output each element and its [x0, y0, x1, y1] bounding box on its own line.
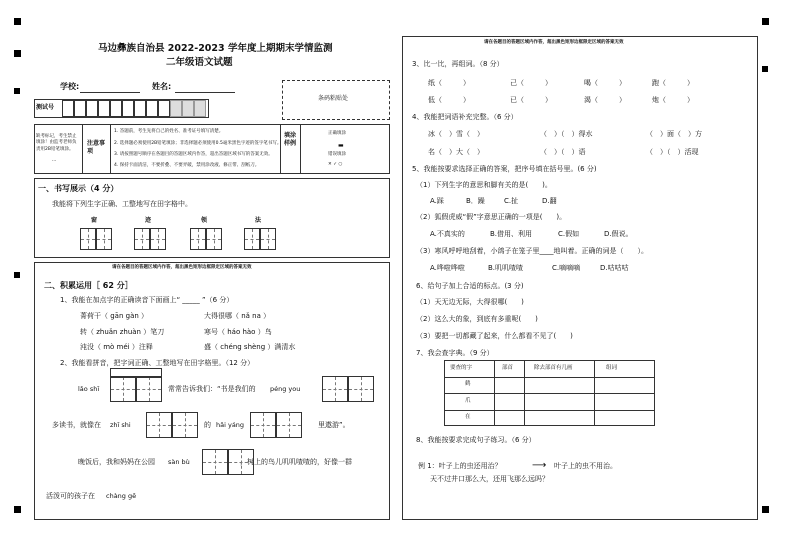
- table-cell: 在: [465, 414, 471, 420]
- tianzige-cell[interactable]: [134, 228, 150, 250]
- option: C.扯: [504, 197, 519, 205]
- idiom-blank: （ ）（ ）活现: [646, 148, 699, 156]
- pinyin-choice: 转（ zhuǎn zhuàn ）笔刀: [80, 328, 165, 336]
- table-cell: 鹤: [465, 381, 471, 387]
- pinyin-choice: 寒号（ háo hào ）鸟: [204, 328, 272, 336]
- question-6: 6、给句子加上合适的标点。(3 分): [416, 282, 524, 290]
- exam-number-cell[interactable]: [134, 100, 146, 117]
- punctuation-item: （3）要把一切都藏了起来，什么都看不见了( ): [416, 332, 573, 340]
- pinyin-choice: 大得很哪（ nǎ na ）: [204, 312, 271, 320]
- option: D.假说。: [604, 230, 633, 238]
- option: B．躁: [466, 197, 485, 205]
- pinyin-prompt: lǎo shī: [78, 385, 100, 393]
- passage-text: 多读书，就像在: [52, 421, 101, 429]
- table-header: 组词: [606, 365, 618, 371]
- pinyin-prompt: sàn bù: [168, 458, 190, 466]
- question-7: 7、我会查字典。（9 分）: [416, 349, 494, 357]
- option: A.踩: [430, 197, 444, 205]
- wrong-fill-label: 错误填涂: [328, 152, 346, 157]
- punctuation-item: （2）这么大的象，到底有多重呢( ): [416, 315, 538, 323]
- example-answer: 叶子上的虫不用治。: [554, 462, 617, 470]
- pinyin-choice: 菁荷干（ gān gàn ）: [80, 312, 149, 320]
- question-5-2: （2）狐假虎威“假”字意思正确的一项是( )。: [416, 213, 567, 221]
- compare-word: 喝（ ）: [584, 79, 626, 87]
- table-header: 除去部首有几画: [534, 365, 573, 371]
- compare-word: 炮（ ）: [652, 96, 694, 104]
- notice-item: 4. 保持卡面清洁，不要折叠、不要弄破，禁用涂改液、修正带、刮纸刀。: [114, 163, 260, 168]
- exam-title: 马边彝族自治县 2022-2023 学年度上期期末学情监测: [98, 43, 333, 54]
- correct-fill-label: 正确填涂: [328, 131, 346, 136]
- passage-text: 活泼可的孩子在: [46, 492, 95, 500]
- corner-marker: [14, 18, 21, 25]
- passage-text: 的: [204, 421, 211, 429]
- corner-marker: [14, 50, 21, 57]
- section-1-title: 一、书写展示（4 分）: [38, 184, 119, 193]
- corner-marker: [762, 18, 769, 25]
- pinyin-choice: 盛（ chéng shèng ）满清水: [204, 343, 296, 351]
- tianzige-cell[interactable]: [228, 449, 254, 475]
- fill-example-label: 填涂样例: [284, 132, 297, 147]
- tianzige-cell[interactable]: [276, 412, 302, 438]
- tianzige-cell[interactable]: [136, 376, 162, 402]
- passage-text: 里遨游”。: [318, 421, 350, 429]
- tianzige-cell[interactable]: [146, 412, 172, 438]
- tianzige-cell[interactable]: [202, 449, 228, 475]
- exam-number-cell[interactable]: [194, 100, 206, 117]
- pinyin-prompt: zhī shi: [110, 421, 131, 429]
- section-2-title: 二、积累运用［ 62 分］: [44, 281, 133, 290]
- tianzige-cell[interactable]: [260, 228, 276, 250]
- passage-text: ，树上的鸟儿叽叽喳喳的，好像一群: [240, 458, 352, 466]
- notice-item: 1. 答题前，考生先将自己的姓名、准考证号填写清楚。: [114, 129, 224, 134]
- table-cell: 爪: [465, 398, 471, 404]
- tianzige-cell[interactable]: [172, 412, 198, 438]
- model-char: 窗: [91, 217, 98, 224]
- compare-word: 已（ ）: [510, 96, 552, 104]
- corner-marker: [762, 66, 768, 72]
- tianzige-cell[interactable]: [244, 228, 260, 250]
- tianzige-cell[interactable]: [96, 228, 112, 250]
- model-char: 领: [201, 217, 208, 224]
- option: C.假如: [558, 230, 580, 238]
- arrow-icon: ⟶: [532, 460, 547, 471]
- name-label: 姓名:: [152, 82, 172, 91]
- passage-text: 晚饭后，我和妈妈在公园: [78, 458, 155, 466]
- wrong-fill-sample: ✕ ✓ ○: [328, 162, 343, 167]
- exam-number-cell[interactable]: [74, 100, 86, 117]
- exam-number-cell[interactable]: [110, 100, 122, 117]
- pinyin-prompt: hǎi yáng: [216, 421, 245, 429]
- compare-word: 跑（ ）: [652, 79, 694, 87]
- exam-number-cell[interactable]: [62, 100, 74, 117]
- tianzige-cell[interactable]: [110, 376, 136, 402]
- idiom-blank: 名（ ）大（ ）: [428, 148, 484, 156]
- option: D.咕咕咕: [600, 264, 629, 272]
- tianzige-cell[interactable]: [206, 228, 222, 250]
- idiom-blank: （ ）面（ ）方: [646, 130, 702, 138]
- corner-marker: [762, 506, 769, 513]
- compare-word: 纸（ ）: [428, 79, 470, 87]
- exam-number-cell[interactable]: [86, 100, 98, 117]
- right-answer-box: [402, 36, 758, 520]
- exam-number-cell[interactable]: [170, 100, 182, 117]
- corner-marker: [14, 88, 20, 94]
- exercise-sentence: 天不过井口那么大，还用飞那么远吗？: [430, 475, 549, 483]
- question-2: 2、我能看拼音，把字词正确、工整地写在田字格里。（12 分）: [60, 359, 255, 367]
- tianzige-cell[interactable]: [190, 228, 206, 250]
- option: A.不真实的: [430, 230, 465, 238]
- question-4: 4、我能把词语补充完整。（6 分）: [412, 113, 518, 121]
- question-3: 3、比一比，再组词。（8 分）: [412, 60, 504, 68]
- idiom-blank: （ ）（ ）得水: [540, 130, 593, 138]
- exam-number-cell[interactable]: [98, 100, 110, 117]
- table-header: 要查的字: [450, 365, 473, 371]
- barcode-label: 条码粘贴处: [318, 95, 349, 102]
- notice-label: 注意事项: [87, 140, 106, 155]
- tianzige-cell[interactable]: [348, 376, 374, 402]
- idiom-blank: 冰（ ）雪（ ）: [428, 130, 484, 138]
- example-sentence: 例 1：叶子上的虫还用治？: [418, 462, 502, 470]
- option: B.叽叽喳喳: [488, 264, 524, 272]
- question-8: 8、我能按要求完成句子练习。（6 分）: [416, 436, 536, 444]
- corner-marker: [14, 506, 21, 513]
- pinyin-prompt: chàng gē: [106, 492, 137, 500]
- pinyin-line: [110, 368, 162, 378]
- model-char: 迹: [145, 217, 152, 224]
- exam-number-label: 测试号: [36, 104, 55, 111]
- idiom-blank: （ ）（ ）语: [540, 148, 586, 156]
- model-char: 法: [255, 217, 262, 224]
- compare-word: 渴（ ）: [584, 96, 626, 104]
- table-header: 部首: [502, 365, 514, 371]
- school-label: 学校:: [60, 82, 80, 91]
- option: A.哗啦哗啦: [430, 264, 465, 272]
- tianzige-cell[interactable]: [150, 228, 166, 250]
- answer-area-warning: 请在各题目的答题区域内作答，超出黑色矩形边框限定区域的答案无效: [112, 265, 252, 270]
- option: B.借用、利用: [490, 230, 533, 238]
- punctuation-item: （1）天无边无际，大得很哪( ): [416, 298, 524, 306]
- school-line: [80, 92, 140, 93]
- pinyin-choice: 沌没（ mò méi ）注释: [80, 343, 153, 351]
- tianzige-cell[interactable]: [80, 228, 96, 250]
- compare-word: 己（ ）: [510, 79, 552, 87]
- question-5: 5、我能按要求选择正确的答案，把序号填在括号里。(6 分): [412, 165, 597, 173]
- notice-item: 2. 选择题必须使用2B铅笔填涂；非选择题必须使用0.5毫米黑色字迹的签字笔书写。: [114, 141, 282, 146]
- compare-word: 低（ ）: [428, 96, 470, 104]
- answer-area-warning: 请在各题目的答题区域内作答，超出黑色矩形边框限定区域的答案无效: [484, 40, 624, 45]
- tianzige-cell[interactable]: [322, 376, 348, 402]
- exam-number-cell[interactable]: [146, 100, 158, 117]
- correct-fill-sample: ▬: [338, 142, 344, 149]
- exam-subtitle: 二年级语文试题: [166, 57, 233, 68]
- pinyin-prompt: péng you: [270, 385, 301, 393]
- section-1-instruction: 我能将下列生字正确、工整地写在田字格中。: [52, 200, 192, 208]
- option: C.嘀嘀嘀: [552, 264, 581, 272]
- name-line: [175, 92, 235, 93]
- exam-number-cell[interactable]: [158, 100, 170, 117]
- absent-dots: ···: [52, 159, 57, 164]
- tianzige-cell[interactable]: [250, 412, 276, 438]
- option: D.翻: [542, 197, 557, 205]
- question-5-3: （3）寒风呼呼地刮着，小鸽子在笼子里____地叫着。正确的词是（ ）。: [416, 247, 648, 255]
- passage-text: 常常告诉我们：“书是我们的: [168, 385, 256, 393]
- exam-number-cell[interactable]: [182, 100, 194, 117]
- corner-marker: [14, 272, 20, 278]
- absent-note: 缺考标记，考生禁止填涂！由监考老师负责用2B铅笔填涂。: [36, 134, 77, 152]
- question-5-1: （1）下列生字的意思和脚有关的是( )。: [416, 181, 552, 189]
- exam-number-cell[interactable]: [122, 100, 134, 117]
- notice-item: 3. 请按照题号顺序在各题目的答题区域内作答，超出答题区域书写的答案无效。: [114, 152, 273, 157]
- question-1: 1、我能在加点字的正确读音下面画上“ _____ ”（6 分）: [60, 296, 234, 304]
